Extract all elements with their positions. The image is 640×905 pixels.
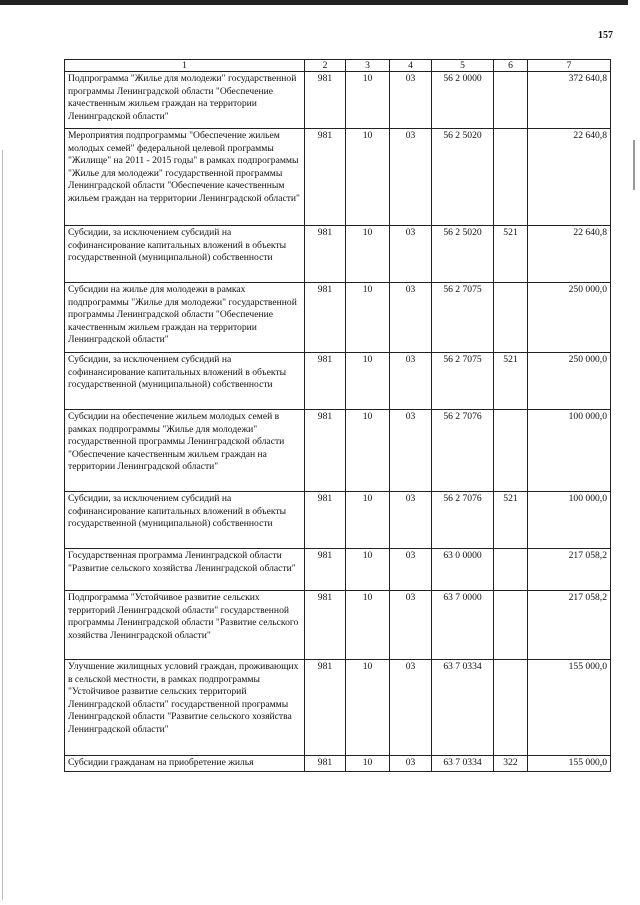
target-article-code: 56 2 5020 [432, 129, 494, 226]
target-article-code: 56 2 7076 [432, 492, 494, 549]
target-article-code: 63 0 0000 [432, 549, 494, 591]
column-header: 2 [305, 60, 346, 72]
target-article-code: 63 7 0000 [432, 591, 494, 660]
expense-type-code [494, 72, 528, 129]
expense-type-code [494, 129, 528, 226]
item-name: Субсидии, за исключением субсидий на софинансирование капитальных вложений в объекты государственной (муниципальной) собственности [65, 226, 305, 283]
ministry-code: 981 [305, 283, 346, 353]
expense-type-code [494, 410, 528, 492]
item-name: Государственная программа Ленинградской области "Развитие сельского хозяйства Ленинградской области" [65, 549, 305, 591]
amount: 250 000,0 [528, 283, 611, 353]
subsection-code: 03 [390, 410, 432, 492]
table-row [65, 129, 611, 226]
item-name: Субсидии на жилье для молодежи в рамках подпрограммы "Жилье для молодежи" государственной программы Ленинградской области "Обеспечение качественным жильем граждан на территории Ленинградской области" [65, 283, 305, 353]
target-article-code: 56 2 5020 [432, 226, 494, 283]
section-code: 10 [346, 129, 390, 226]
table-row [65, 226, 611, 283]
amount: 22 640,8 [528, 226, 611, 283]
amount: 155 000,0 [528, 756, 611, 772]
item-name: Подпрограмма "Устойчивое развитие сельских территорий Ленинградской области" государственной программы Ленинградской области "Развитие сельского хозяйства Ленинградской области" [65, 591, 305, 660]
section-code: 10 [346, 410, 390, 492]
ministry-code: 981 [305, 129, 346, 226]
expense-type-code: 521 [494, 492, 528, 549]
ministry-code: 981 [305, 226, 346, 283]
ministry-code: 981 [305, 660, 346, 756]
table-row [65, 353, 611, 410]
target-article-code: 63 7 0334 [432, 756, 494, 772]
column-header: 4 [390, 60, 432, 72]
item-name: Подпрограмма "Жилье для молодежи" государственной программы Ленинградской области "Обеспечение качественным жильем граждан на территории Ленинградской области" [65, 72, 305, 129]
section-code: 10 [346, 549, 390, 591]
left-scan-edge [2, 150, 3, 900]
section-code: 10 [346, 591, 390, 660]
amount: 217 058,2 [528, 549, 611, 591]
table-row [65, 283, 611, 353]
item-name: Мероприятия подпрограммы "Обеспечение жильем молодых семей" федеральной целевой программы "Жилище" на 2011 - 2015 годы" в рамках подпрограммы "Жилье для молодежи" государственной программы Ленинградской области "Обеспечение качественным жильем граждан на территории Ленинградской области" [65, 129, 305, 226]
table-row [65, 660, 611, 756]
subsection-code: 03 [390, 226, 432, 283]
subsection-code: 03 [390, 492, 432, 549]
item-name: Субсидии, за исключением субсидий на софинансирование капитальных вложений в объекты государственной (муниципальной) собственности [65, 492, 305, 549]
section-code: 10 [346, 492, 390, 549]
expense-type-code [494, 591, 528, 660]
subsection-code: 03 [390, 283, 432, 353]
item-name: Субсидии на обеспечение жильем молодых семей в рамках подпрограммы "Жилье для молодежи" государственной программы Ленинградской области "Обеспечение качественным жильем граждан на территории Ленинградской области" [65, 410, 305, 492]
ministry-code: 981 [305, 591, 346, 660]
subsection-code: 03 [390, 549, 432, 591]
table-row [65, 72, 611, 129]
column-header: 7 [528, 60, 611, 72]
subsection-code: 03 [390, 72, 432, 129]
amount: 217 058,2 [528, 591, 611, 660]
section-code: 10 [346, 756, 390, 772]
subsection-code: 03 [390, 660, 432, 756]
top-border-rule [0, 0, 628, 5]
item-name: Субсидии, за исключением субсидий на софинансирование капитальных вложений в объекты государственной (муниципальной) собственности [65, 353, 305, 410]
table-header-row [65, 60, 611, 72]
ministry-code: 981 [305, 756, 346, 772]
ministry-code: 981 [305, 353, 346, 410]
subsection-code: 03 [390, 129, 432, 226]
column-header: 6 [494, 60, 528, 72]
section-code: 10 [346, 226, 390, 283]
subsection-code: 03 [390, 591, 432, 660]
expense-type-code: 521 [494, 226, 528, 283]
target-article-code: 56 2 7075 [432, 283, 494, 353]
amount: 22 640,8 [528, 129, 611, 226]
right-scan-mark [633, 140, 635, 190]
ministry-code: 981 [305, 492, 346, 549]
target-article-code: 56 2 7075 [432, 353, 494, 410]
subsection-code: 03 [390, 756, 432, 772]
page-number: 157 [598, 30, 613, 41]
column-header: 5 [432, 60, 494, 72]
target-article-code: 56 2 7076 [432, 410, 494, 492]
amount: 250 000,0 [528, 353, 611, 410]
target-article-code: 56 2 0000 [432, 72, 494, 129]
section-code: 10 [346, 72, 390, 129]
amount: 100 000,0 [528, 410, 611, 492]
item-name: Улучшение жилищных условий граждан, проживающих в сельской местности, в рамках подпрограммы "Устойчивое развитие сельских территорий Ленинградской области" государственной программы Ленинградской области "Развитие сельского хозяйства Ленинградской области" [65, 660, 305, 756]
ministry-code: 981 [305, 549, 346, 591]
column-header: 1 [65, 60, 305, 72]
table-row [65, 756, 611, 772]
section-code: 10 [346, 353, 390, 410]
expense-type-code: 322 [494, 756, 528, 772]
budget-table [64, 59, 611, 772]
table-row [65, 549, 611, 591]
subsection-code: 03 [390, 353, 432, 410]
table-row [65, 492, 611, 549]
amount: 372 640,8 [528, 72, 611, 129]
expense-type-code [494, 283, 528, 353]
target-article-code: 63 7 0334 [432, 660, 494, 756]
amount: 100 000,0 [528, 492, 611, 549]
column-header: 3 [346, 60, 390, 72]
expense-type-code [494, 549, 528, 591]
amount: 155 000,0 [528, 660, 611, 756]
section-code: 10 [346, 283, 390, 353]
ministry-code: 981 [305, 410, 346, 492]
ministry-code: 981 [305, 72, 346, 129]
table-row [65, 410, 611, 492]
expense-type-code: 521 [494, 353, 528, 410]
expense-type-code [494, 660, 528, 756]
item-name: Субсидии гражданам на приобретение жилья [65, 756, 305, 772]
table-row [65, 591, 611, 660]
section-code: 10 [346, 660, 390, 756]
